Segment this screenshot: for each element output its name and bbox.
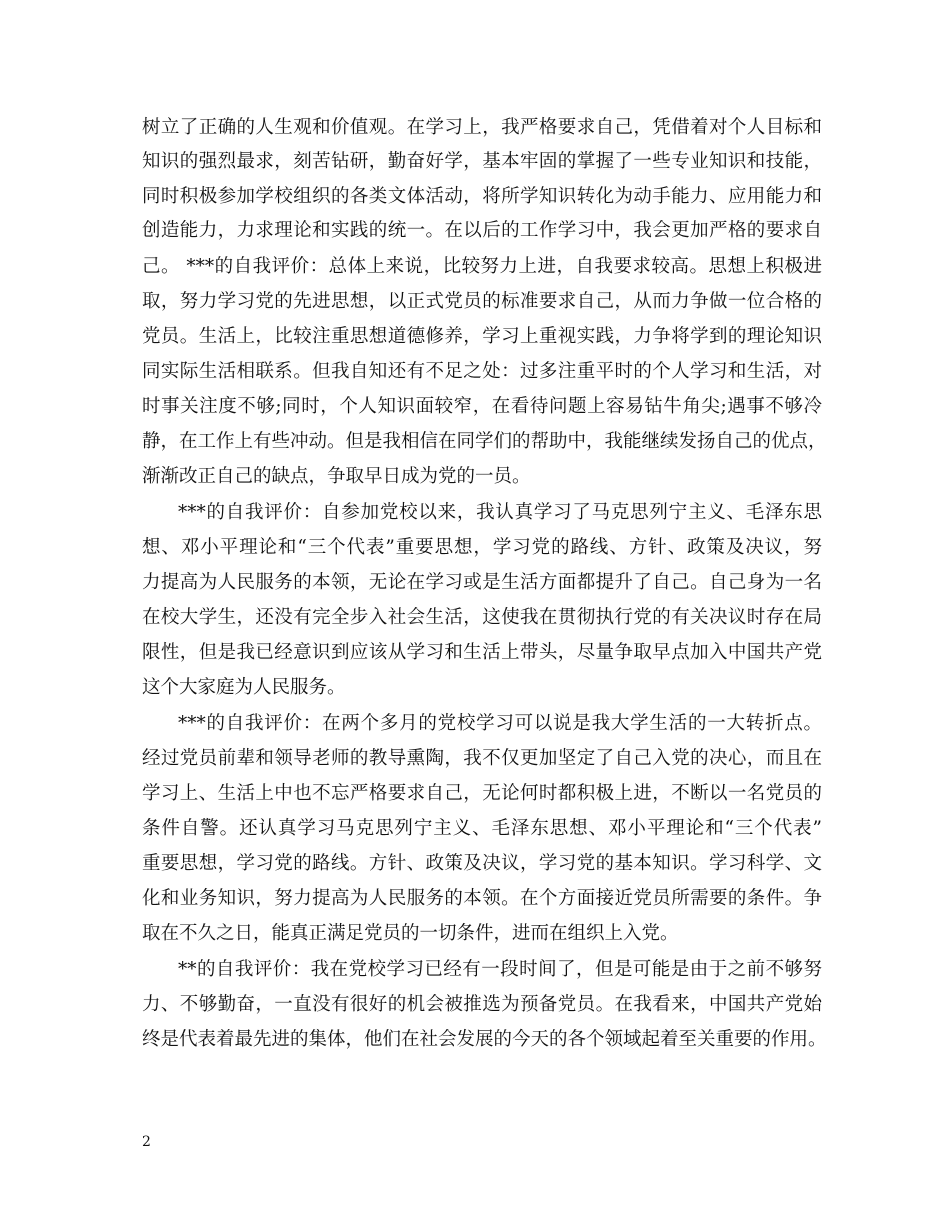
paragraph-first-line: **的自我评价：我在党校学习已经有一段时间了，但是可能是由于之前不够努 (178, 959, 822, 980)
text-line: 知识的强烈最求，刻苦钻研，勤奋好学，基本牢固的掌握了一些专业知识和技能， (142, 151, 822, 172)
text-line: 己。 ***的自我评价：总体上来说，比较努力上进，自我要求较高。思想上积极进 (142, 256, 822, 277)
page-number: 2 (142, 1134, 151, 1150)
text-line: 经过党员前辈和领导老师的教导熏陶，我不仅更加坚定了自己入党的决心，而且在 (142, 748, 822, 769)
text-line: 化和业务知识，努力提高为人民服务的本领。在个方面接近党员所需要的条件。争 (142, 888, 822, 909)
text-line: 限性，但是我已经意识到应该从学习和生活上带头，尽量争取早点加入中国共产党 (142, 642, 822, 663)
text-line: 创造能力，力求理论和实践的统一。在以后的工作学习中，我会更加严格的要求自 (142, 220, 822, 241)
text-line: 同时积极参加学校组织的各类文体活动，将所学知识转化为动手能力、应用能力和 (142, 186, 822, 207)
text-line: 重要思想，学习党的路线。方针、政策及决议，学习党的基本知识。学习科学、文 (142, 853, 822, 874)
paragraph-first-line: ***的自我评价：在两个多月的党校学习可以说是我大学生活的一大转折点。 (178, 713, 822, 734)
text-line: 取在不久之日，能真正满足党员的一切条件，进而在组织上入党。 (142, 923, 679, 944)
text-line: 树立了正确的人生观和价值观。在学习上，我严格要求自己，凭借着对个人目标和 (142, 117, 822, 138)
text-line: 党员。生活上，比较注重思想道德修养，学习上重视实践，力争将学到的理论知识 (142, 326, 822, 347)
text-line: 渐渐改正自己的缺点，争取早日成为党的一员。 (142, 466, 531, 487)
text-line: 学习上、生活上中也不忘严格要求自己，无论何时都积极上进，不断以一名党员的 (142, 783, 822, 804)
text-line: 同实际生活相联系。但我自知还有不足之处：过多注重平时的个人学习和生活，对 (142, 361, 822, 382)
paragraph-first-line: ***的自我评价：自参加党校以来，我认真学习了马克思列宁主义、毛泽东思 (178, 502, 822, 523)
text-line: 静，在工作上有些冲动。但是我相信在同学们的帮助中，我能继续发扬自己的优点， (142, 431, 827, 452)
text-line: 时事关注度不够;同时，个人知识面较窄，在看待问题上容易钻牛角尖;遇事不够冷 (142, 396, 822, 417)
text-line: 终是代表着最先进的集体，他们在社会发展的今天的各个领域起着至关重要的作用。 (142, 1029, 827, 1050)
text-line: 取，努力学习党的先进思想，以正式党员的标准要求自己，从而力争做一位合格的 (142, 291, 822, 312)
text-line: 条件自警。还认真学习马克思列宁主义、毛泽东思想、邓小平理论和“三个代表” (142, 818, 822, 839)
text-line: 这个大家庭为人民服务。 (142, 677, 346, 698)
text-line: 力提高为人民服务的本领，无论在学习或是生活方面都提升了自己。自己身为一名 (142, 572, 822, 593)
text-line: 想、邓小平理论和“三个代表”重要思想，学习党的路线、方针、政策及决议，努 (142, 537, 822, 558)
text-line: 力、不够勤奋，一直没有很好的机会被推选为预备党员。在我看来，中国共产党始 (142, 994, 822, 1015)
text-line: 在校大学生，还没有完全步入社会生活，这使我在贯彻执行党的有关决议时存在局 (142, 607, 822, 628)
